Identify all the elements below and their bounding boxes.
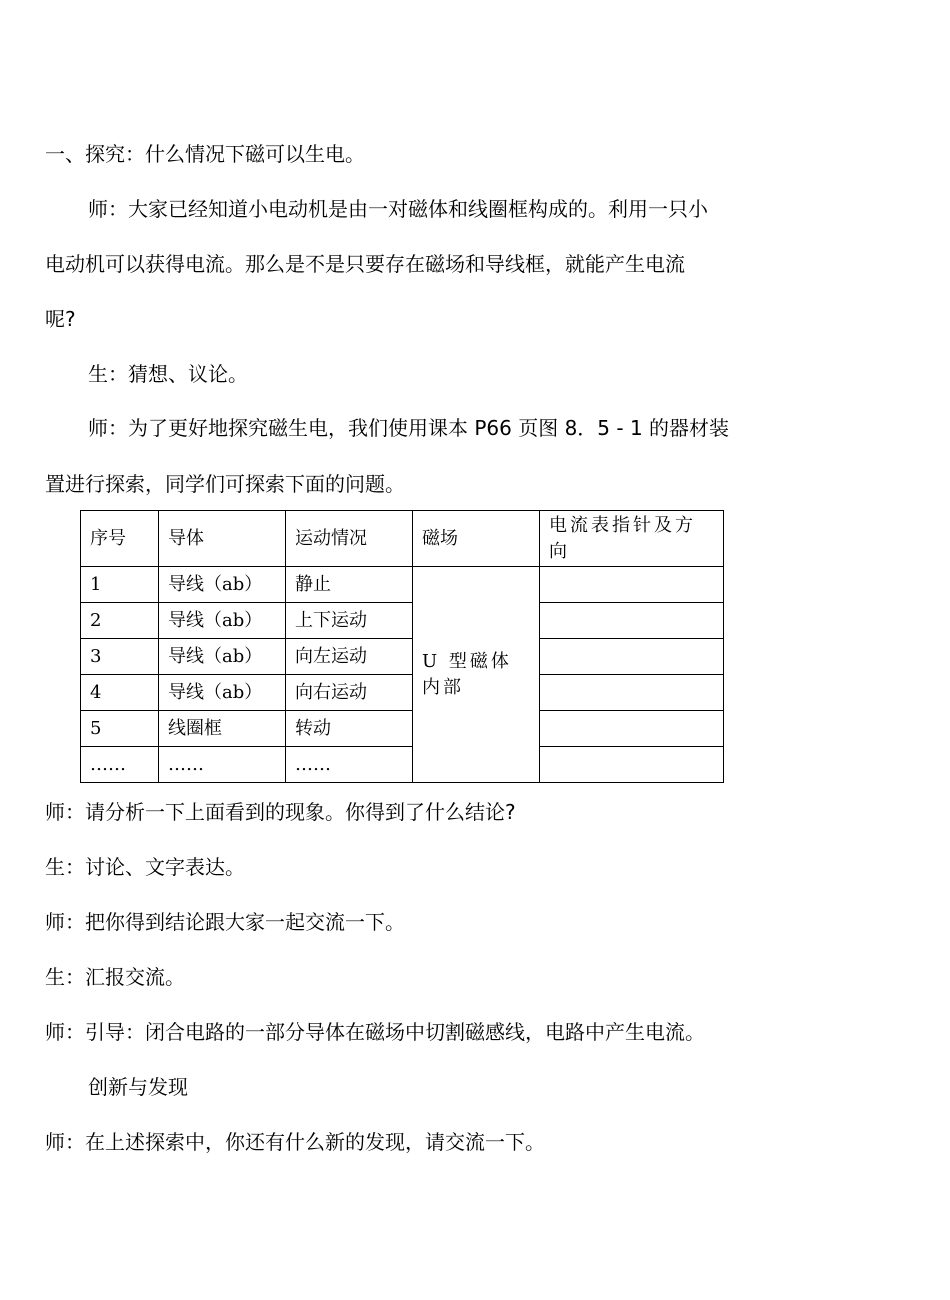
paragraph-line: 师：在上述探索中，你还有什么新的发现，请交流一下。 [45, 1130, 545, 1154]
cell-conductor: 线圈框 [159, 711, 286, 747]
paragraph-line: 师：引导：闭合电路的一部分导体在磁场中切割磁感线，电路中产生电流。 [45, 1020, 705, 1044]
cell-motion: 向左运动 [286, 639, 413, 675]
cell-number: 4 [81, 675, 159, 711]
paragraph-line: 生：猜想、议论。 [88, 362, 248, 386]
table-row [81, 567, 724, 603]
paragraph-line: 师：大家已经知道小电动机是由一对磁体和线圈框构成的。利用一只小 [88, 197, 708, 221]
paragraph-line: 呢? [45, 307, 76, 331]
paragraph-line: 生：汇报交流。 [45, 965, 185, 989]
table-row [81, 603, 724, 639]
cell-current [540, 675, 724, 711]
cell-motion: 向右运动 [286, 675, 413, 711]
cell-motion: …… [286, 747, 413, 783]
paragraph-line: 生：讨论、文字表达。 [45, 855, 245, 879]
cell-number: …… [81, 747, 159, 783]
cell-number: 5 [81, 711, 159, 747]
header-cell-number: 序号 [81, 511, 159, 567]
cell-motion: 转动 [286, 711, 413, 747]
table-row [81, 639, 724, 675]
cell-number: 1 [81, 567, 159, 603]
cell-current [540, 567, 724, 603]
table-row [81, 747, 724, 783]
cell-current [540, 747, 724, 783]
cell-motion: 上下运动 [286, 603, 413, 639]
cell-magnet-field: U 型磁体内部 [413, 567, 540, 783]
header-cell-conductor: 导体 [159, 511, 286, 567]
cell-current [540, 603, 724, 639]
cell-conductor: 导线（ab） [159, 639, 286, 675]
experiment-table [80, 510, 724, 783]
table-row [81, 675, 724, 711]
cell-number: 2 [81, 603, 159, 639]
paragraph-line: 师：请分析一下上面看到的现象。你得到了什么结论? [45, 800, 516, 824]
cell-conductor: 导线（ab） [159, 567, 286, 603]
cell-current [540, 711, 724, 747]
cell-conductor: 导线（ab） [159, 675, 286, 711]
table-row [81, 711, 724, 747]
table-header-row [81, 511, 724, 567]
paragraph-line: 电动机可以获得电流。那么是不是只要存在磁场和导线框，就能产生电流 [45, 252, 685, 276]
header-cell-magnet: 磁场 [413, 511, 540, 567]
cell-conductor: …… [159, 747, 286, 783]
cell-current [540, 639, 724, 675]
paragraph-line: 置进行探索，同学们可探索下面的问题。 [45, 472, 405, 496]
cell-motion: 静止 [286, 567, 413, 603]
header-cell-motion: 运动情况 [286, 511, 413, 567]
header-cell-current: 电流表指针及方向 [540, 511, 724, 567]
cell-conductor: 导线（ab） [159, 603, 286, 639]
paragraph-line: 师：为了更好地探究磁生电，我们使用课本 P66 页图 8．5 - 1 的器材装 [88, 416, 730, 440]
paragraph-line: 师：把你得到结论跟大家一起交流一下。 [45, 910, 405, 934]
section-heading: 一、探究：什么情况下磁可以生电。 [45, 142, 365, 166]
subsection-heading: 创新与发现 [88, 1075, 188, 1099]
cell-number: 3 [81, 639, 159, 675]
